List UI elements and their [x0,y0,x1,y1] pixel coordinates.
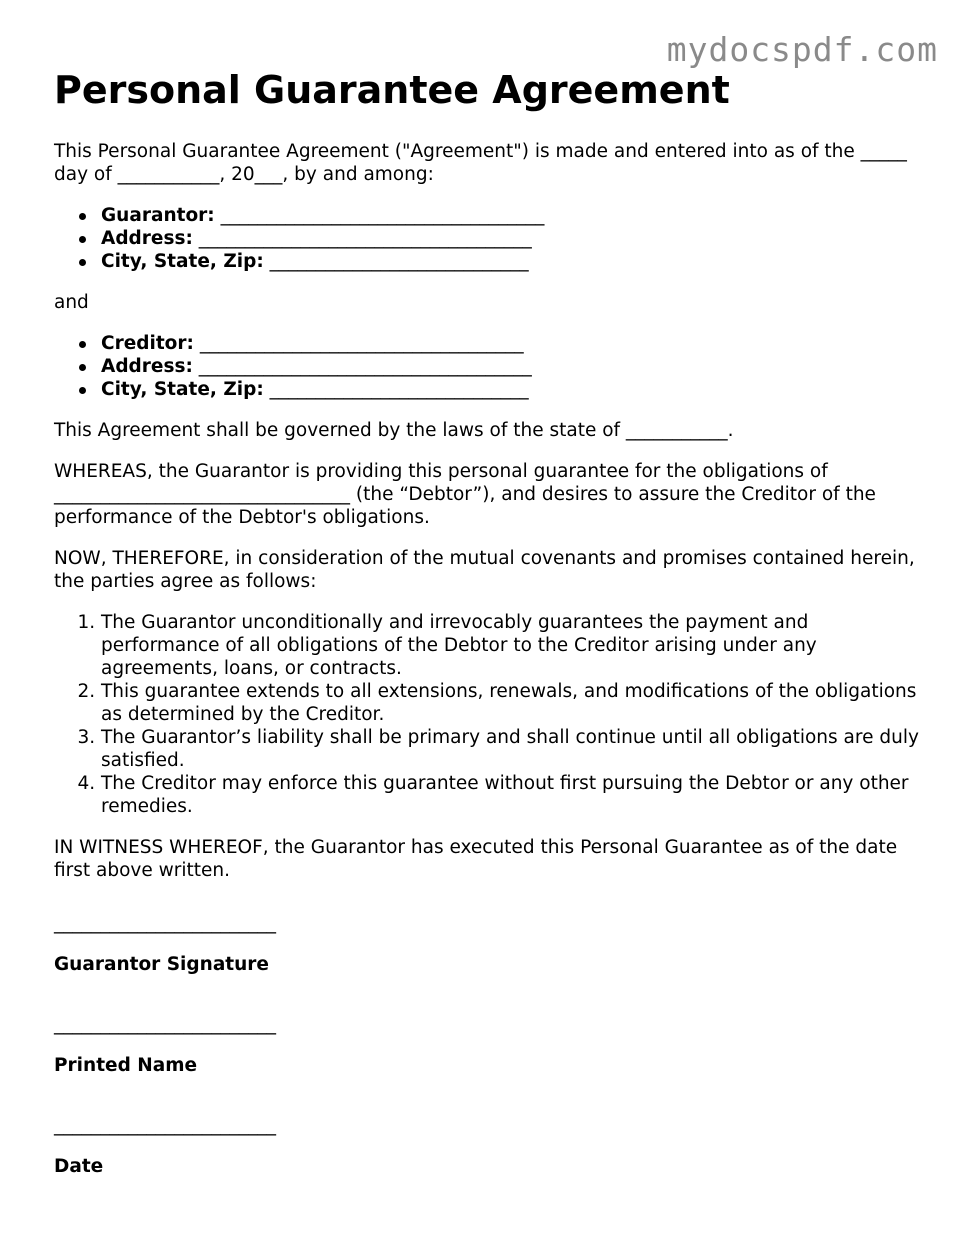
field-blank: ____________________________________ [198,227,532,249]
field-blank: ____________________________________ [198,355,532,377]
date-line: ________________________ [54,1114,276,1136]
field-label: Address: [101,227,193,249]
guarantor-address-field [101,227,924,250]
governing-law-paragraph: This Agreement shall be governed by the laws of the state of ___________. [54,419,734,441]
creditor-address-field [101,355,924,378]
field-label: Guarantor: [101,204,215,226]
field-blank: ____________________________ [269,378,529,400]
intro-paragraph: This Personal Guarantee Agreement ("Agreement") is made and entered into as of the _____ day of ___________, 20___, by and among: [54,140,907,185]
date-label: Date [54,1155,104,1177]
field-label: Creditor: [101,332,194,354]
signature-block [54,912,924,1178]
guarantor-signature-line: ________________________ [54,912,276,934]
and-text: and [54,291,89,313]
printed-name-line: ________________________ [54,1013,276,1035]
field-label: City, State, Zip: [101,250,264,272]
creditor-name-field [101,332,924,355]
document-title: Personal Guarantee Agreement [54,68,730,112]
field-blank: ___________________________________ [220,204,545,226]
field-blank: ____________________________ [269,250,529,272]
creditor-city-state-zip-field [101,378,924,401]
witness-paragraph: IN WITNESS WHEREOF, the Guarantor has executed this Personal Guarantee as of the date first above written. [54,836,898,881]
creditor-fields [54,332,924,401]
now-therefore-paragraph: NOW, THEREFORE, in consideration of the mutual covenants and promises contained herein, the parties agree as follows: [54,547,915,592]
printed-name-label: Printed Name [54,1054,198,1076]
guarantor-fields [54,204,924,273]
term-item: 3. The Guarantor’s liability shall be primary and shall continue until all obligations are duly satisfied. [101,726,924,772]
field-label: City, State, Zip: [101,378,264,400]
guarantor-city-state-zip-field [101,250,924,273]
term-item: 1. The Guarantor unconditionally and irrevocably guarantees the payment and performance of all obligations of the Debtor to the Creditor arising under any agreements, loans, or contracts. [101,611,924,680]
field-label: Address: [101,355,193,377]
term-item: 2. This guarantee extends to all extensions, renewals, and modifications of the obligations as determined by the Creditor. [101,680,924,726]
guarantor-signature-label: Guarantor Signature [54,953,269,975]
field-blank: ___________________________________ [199,332,524,354]
term-item: 4. The Creditor may enforce this guarantee without first pursuing the Debtor or any other remedies. [101,772,924,818]
whereas-paragraph: WHEREAS, the Guarantor is providing this personal guarantee for the obligations of ________________________________ (the “Debtor”), and desires to assure the Creditor of the performance of the Debtor's obligations. [54,460,876,528]
terms-list [54,611,924,818]
watermark: mydocspdf.com [666,30,938,69]
document-page [54,68,924,1215]
guarantor-name-field [101,204,924,227]
